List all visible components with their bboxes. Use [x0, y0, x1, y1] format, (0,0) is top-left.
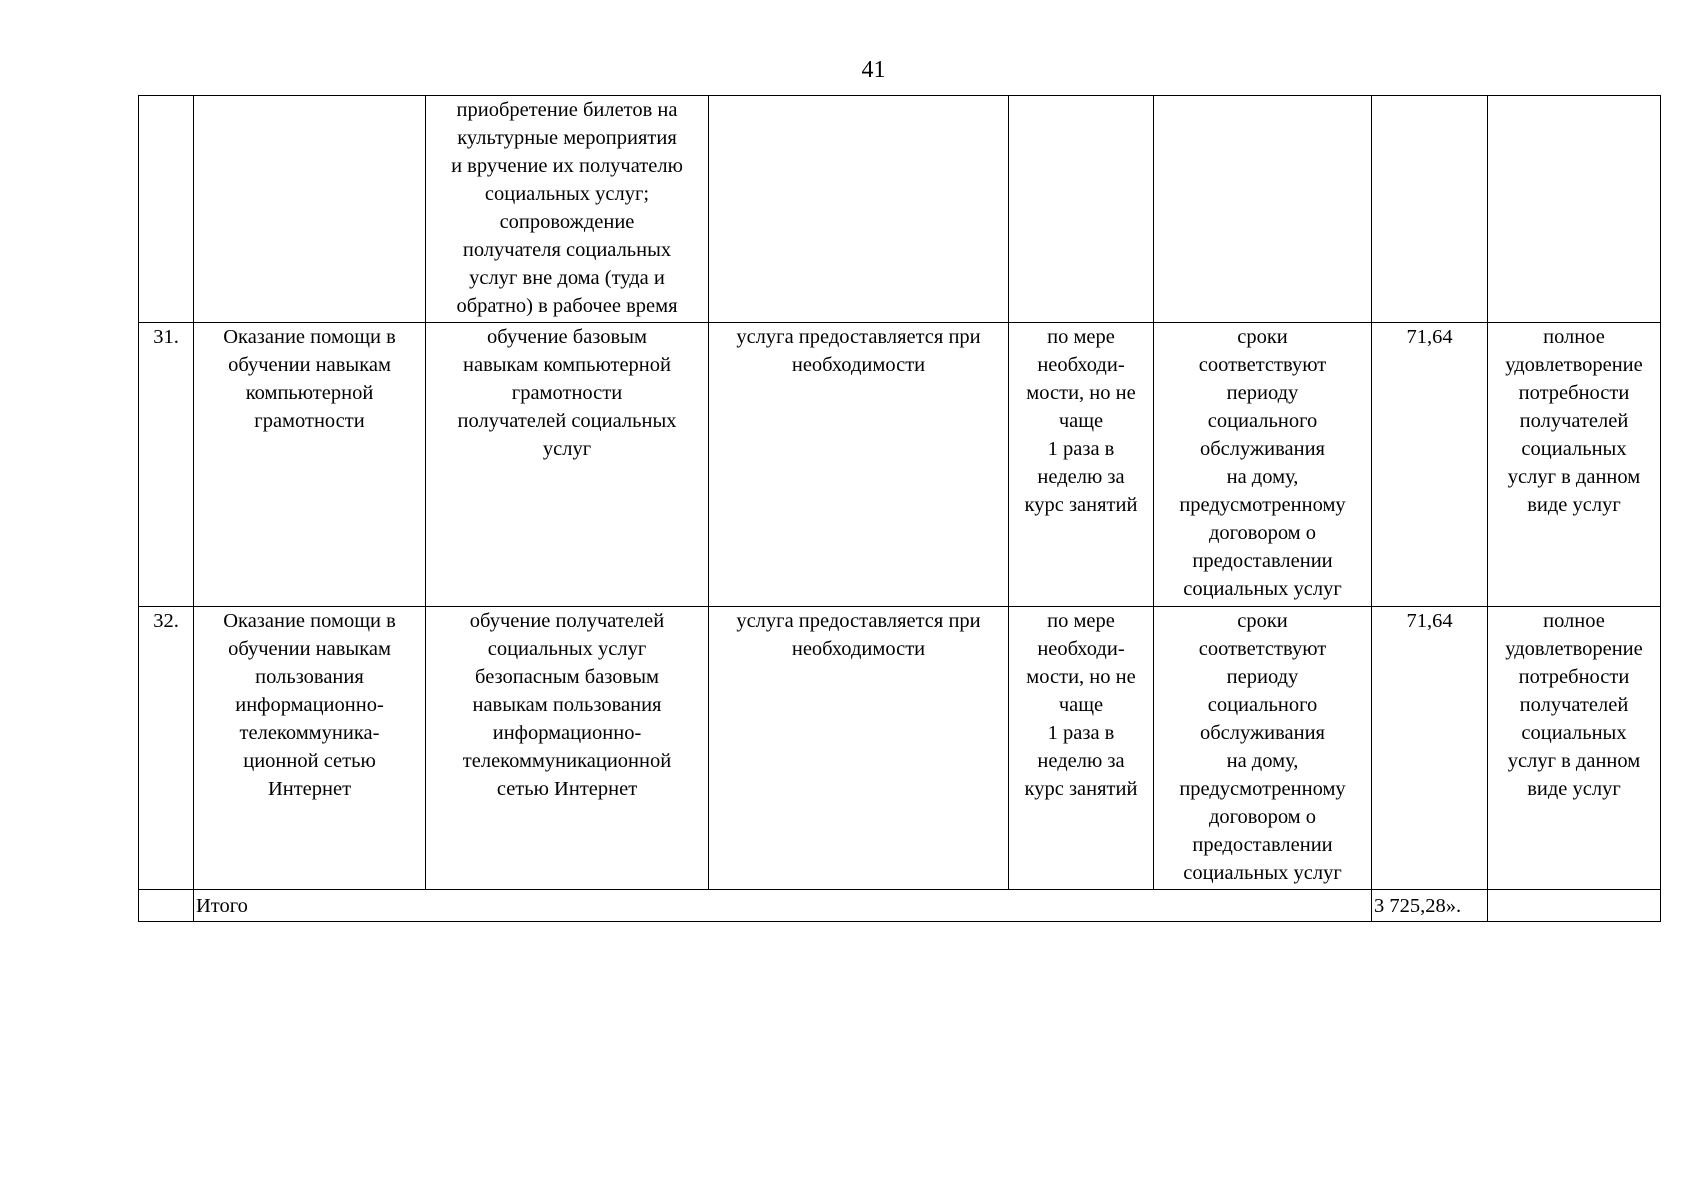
- table-row: [139, 96, 1661, 323]
- total-empty-cell: [1488, 890, 1661, 922]
- row-number-cell: 31.: [139, 323, 194, 607]
- service-content-cell: приобретение билетов на культурные мероприятия и вручение их получателю социальных услуг; сопровождение получателя социальных услуг вне дома (туда и обратно) в рабочее время: [426, 96, 709, 323]
- service-name-cell: Оказание помощи в обучении навыкам компьютерной грамотности: [194, 323, 426, 607]
- service-name-cell: Оказание помощи в обучении навыкам пользования информационно- телекоммуника- ционной сетью Интернет: [194, 607, 426, 890]
- service-result-cell: полное удовлетворение потребности получателей социальных услуг в данном виде услуг: [1488, 323, 1661, 607]
- total-value: 3 725,28».: [1372, 890, 1488, 922]
- service-frequency-cell: по мере необходи- мости, но не чаще 1 раза в неделю за курс занятий: [1009, 323, 1154, 607]
- service-content-cell: обучение базовым навыкам компьютерной грамотности получателей социальных услуг: [426, 323, 709, 607]
- service-conditions-cell: [709, 96, 1009, 323]
- total-empty-cell: [139, 890, 194, 922]
- service-frequency-cell: по мере необходи- мости, но не чаще 1 раза в неделю за курс занятий: [1009, 607, 1154, 890]
- service-result-cell: [1488, 96, 1661, 323]
- service-name-cell: [194, 96, 426, 323]
- service-frequency-cell: [1009, 96, 1154, 323]
- service-price-cell: 71,64: [1372, 607, 1488, 890]
- service-price-cell: 71,64: [1372, 323, 1488, 607]
- service-conditions-cell: услуга предоставляется при необходимости: [709, 323, 1009, 607]
- services-table: [138, 95, 1661, 922]
- total-row: [139, 890, 1661, 922]
- row-number-cell: 32.: [139, 607, 194, 890]
- service-term-cell: сроки соответствуют периоду социального обслуживания на дому, предусмотренному договором о предоставлении социальных услуг: [1154, 323, 1372, 607]
- table-row: [139, 607, 1661, 890]
- service-result-cell: полное удовлетворение потребности получателей социальных услуг в данном виде услуг: [1488, 607, 1661, 890]
- row-number-cell: [139, 96, 194, 323]
- service-term-cell: [1154, 96, 1372, 323]
- service-price-cell: [1372, 96, 1488, 323]
- service-term-cell: сроки соответствуют периоду социального обслуживания на дому, предусмотренному договором о предоставлении социальных услуг: [1154, 607, 1372, 890]
- page-number: 41: [861, 57, 886, 83]
- total-label: Итого: [194, 890, 1372, 922]
- service-content-cell: обучение получателей социальных услуг безопасным базовым навыкам пользования информационно- телекоммуникационной сетью Интернет: [426, 607, 709, 890]
- table-row: [139, 323, 1661, 607]
- service-conditions-cell: услуга предоставляется при необходимости: [709, 607, 1009, 890]
